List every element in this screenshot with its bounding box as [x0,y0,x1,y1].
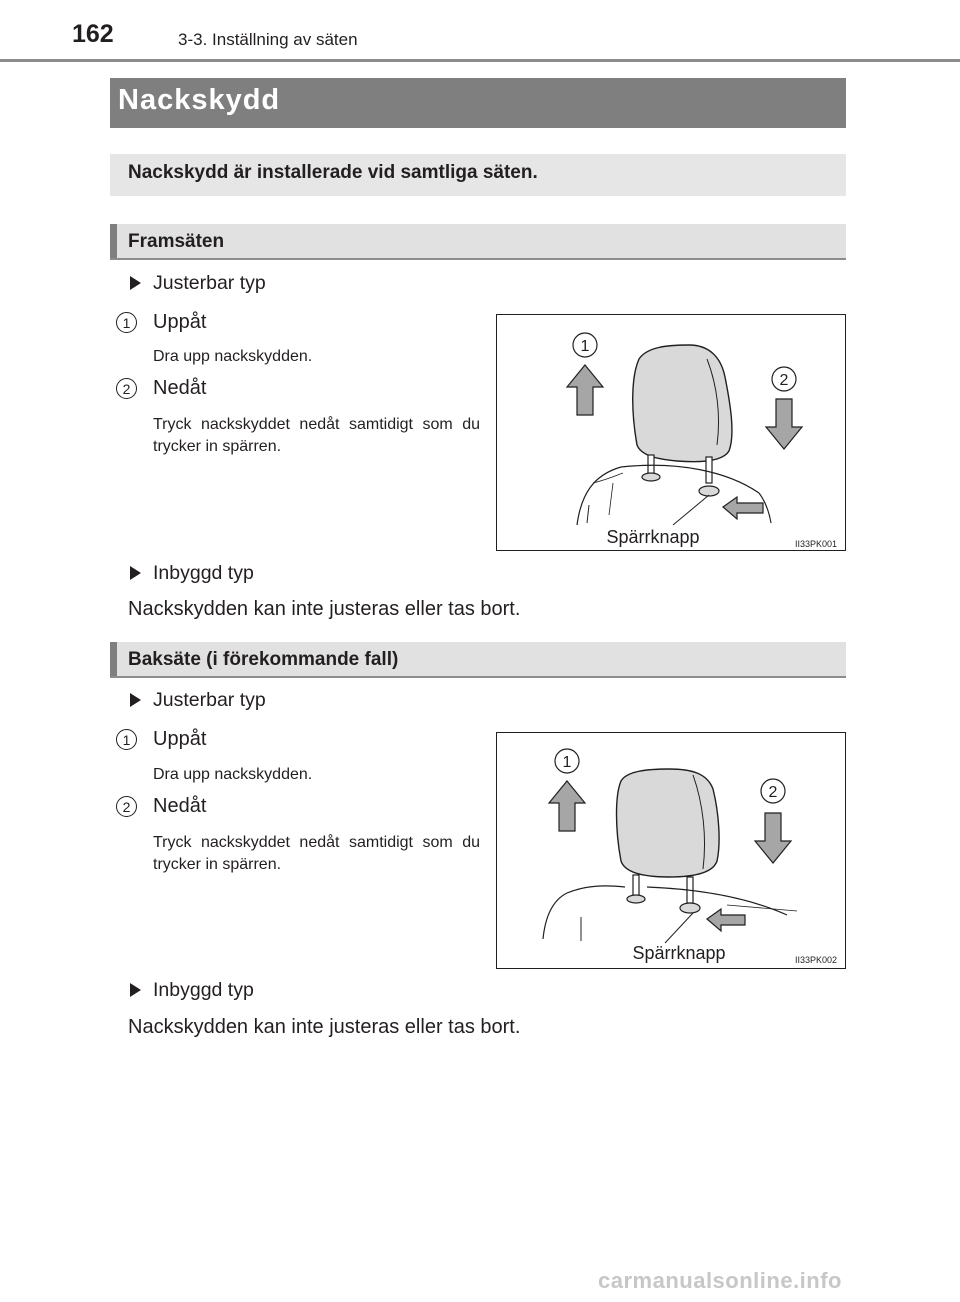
rear-callout-1: 1 [562,754,572,771]
front-headrest-illustration [496,314,846,551]
rear-step-up-label: Uppåt [153,728,207,750]
rear-step-down-label: Nedåt [153,795,207,817]
front-step-down-desc: Tryck nackskyddet nedåt samtidigt som du trycker in spärren. [153,416,480,455]
rear-step-down-desc: Tryck nackskyddet nedåt samtidigt som du trycker in spärren. [153,834,480,873]
step-number-2: 2 [116,378,137,399]
triangle-bullet-icon [130,983,141,997]
intro-text: Nackskydd är installerade vid samtliga säten. [128,162,538,183]
front-step-up-desc: Dra upp nackskydden. [153,348,313,365]
rear-callout-2: 2 [768,784,778,801]
up-arrow-icon [549,781,585,831]
push-arrow-icon [723,497,763,519]
front-headrest-drawing [497,315,845,550]
front-callout-2: 2 [779,372,789,389]
push-arrow-icon [707,909,745,931]
triangle-bullet-icon [130,693,141,707]
front-builtin-type: Inbyggd typ [130,562,254,585]
front-figure-code: II33PK001 [794,539,837,549]
rear-builtin-desc: Nackskydden kan inte justeras eller tas bort. [128,1016,521,1038]
footer-watermark: carmanualsonline.info [598,1268,842,1293]
front-builtin-desc: Nackskydden kan inte justeras eller tas bort. [128,598,521,620]
step-number-2: 2 [116,796,137,817]
front-callout-1: 1 [580,338,590,355]
step-number-1: 1 [116,312,137,333]
down-arrow-icon [755,813,791,863]
rear-lock-label: Spärrknapp [632,943,726,963]
page-number: 162 [72,20,114,48]
front-lock-label: Spärrknapp [606,527,700,547]
front-adjustable-type: Justerbar typ [130,272,266,295]
down-arrow-icon [766,399,802,449]
triangle-bullet-icon [130,566,141,580]
rear-step-up-desc: Dra upp nackskydden. [153,766,313,783]
rear-adjustable-type: Justerbar typ [130,689,266,712]
rear-figure-code: II33PK002 [794,955,837,965]
rear-builtin-type: Inbyggd typ [130,979,254,1002]
up-arrow-icon [567,365,603,415]
rear-headrest-illustration [496,732,846,969]
chapter-title: 3-3. Inställning av säten [178,30,358,49]
rear-seats-heading: Baksäte (i förekommande fall) [128,649,399,670]
section-title: Nackskydd [118,84,281,116]
rear-headrest-drawing [497,733,845,968]
header-divider [0,59,960,62]
front-step-up-label: Uppåt [153,311,207,333]
triangle-bullet-icon [130,276,141,290]
front-seats-heading: Framsäten [128,231,225,252]
front-step-down-label: Nedåt [153,377,207,399]
step-number-1: 1 [116,729,137,750]
